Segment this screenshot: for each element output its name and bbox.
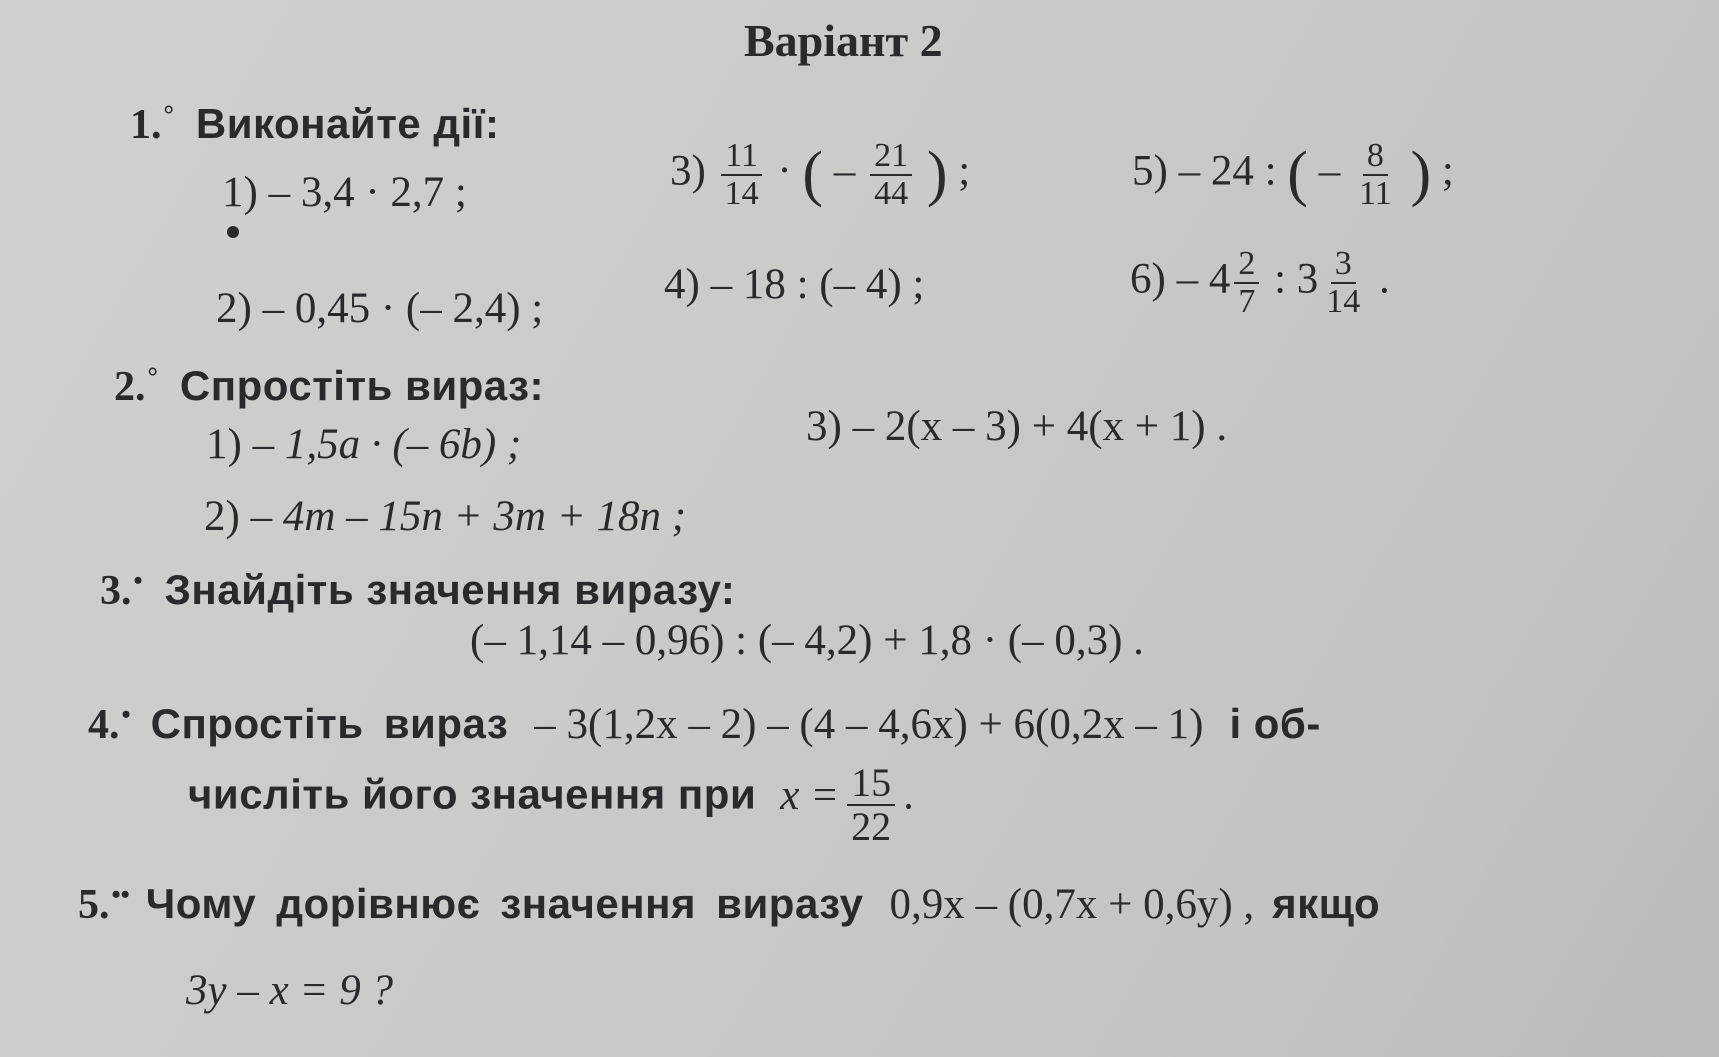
variant-title: Варіант 2: [744, 15, 943, 66]
item-expression: – 4: [1176, 255, 1231, 303]
item-label: 4): [664, 261, 700, 308]
task-4-expression: – 3(1,2x – 2) – (4 – 4,6x) + 6(0,2x – 1): [534, 701, 1204, 748]
task-4-line-1: [88, 700, 1321, 749]
item-expression: – 0,45 · (– 2,4) ;: [262, 285, 544, 332]
left-paren: (: [802, 140, 824, 209]
fraction: $\frac{11}{14}$: [721, 138, 763, 211]
item-label: 6): [1130, 255, 1166, 303]
task-1-number: 1.°: [130, 100, 174, 148]
right-paren: ): [1410, 140, 1432, 209]
left-paren: (: [1287, 140, 1308, 209]
item-expression: – 1,5a · (– 6b) ;: [252, 421, 522, 468]
task-2-item-3: [806, 402, 1227, 451]
task-5-line-1: [78, 880, 1380, 929]
item-label: 2): [216, 285, 252, 332]
fraction: $\frac{15}{22}$: [847, 762, 895, 848]
punctuation: ;: [1441, 147, 1454, 195]
item-expression: – 4m – 15n + 3m + 18n ;: [250, 493, 687, 540]
task-3-expression: (– 1,14 – 0,96) : (– 4,2) + 1,8 · (– 0,3) .: [470, 617, 1144, 664]
task-4-tail: і об-: [1229, 700, 1321, 747]
task-2-number: 2.°: [114, 362, 158, 410]
task-4-variable: x =: [780, 771, 840, 819]
task-3-heading: Знайдіть значення виразу:: [164, 566, 736, 613]
task-2-heading: Спростіть вираз:: [179, 362, 545, 409]
task-1-item-1: [222, 168, 467, 217]
task-1-heading: Виконайте дії:: [195, 100, 500, 147]
punctuation: .: [903, 771, 914, 819]
punctuation: .: [1379, 255, 1390, 303]
task-1-item-2: [216, 284, 543, 333]
task-5-condition: 3y – x = 9 ?: [186, 967, 393, 1014]
task-4-line-2: [188, 762, 914, 848]
item-expression: – 18 : (– 4) ;: [710, 261, 925, 308]
item-label: 3): [670, 147, 706, 195]
fraction: $\frac{21}{44}$: [870, 138, 912, 211]
task-1-item-4: [664, 260, 924, 309]
item-expression: – 3,4 · 2,7 ;: [268, 169, 467, 216]
task-5-number: 5.••: [78, 880, 130, 928]
right-paren: ): [926, 140, 948, 209]
sign: –: [1318, 147, 1341, 195]
item-label: 1): [222, 169, 258, 216]
task-4-text-2: числіть його значення при: [188, 770, 757, 818]
operator: : 3: [1274, 255, 1319, 303]
fraction: $\frac{8}{11}$: [1358, 137, 1392, 212]
punctuation: ;: [958, 147, 971, 195]
item-label: 2): [204, 493, 240, 540]
pen-dot-mark: [227, 226, 239, 238]
item-expression: – 2(x – 3) + 4(x + 1) .: [852, 403, 1228, 450]
task-3-header: [100, 566, 735, 615]
item-label: 1): [206, 421, 242, 468]
task-1-item-5: [1132, 138, 1454, 211]
task-2-item-2: [204, 492, 686, 541]
task-5-expression: 0,9x – (0,7x + 0,6y) ,: [889, 881, 1255, 928]
task-5-tail: якщо: [1272, 880, 1381, 927]
task-2-header: [114, 362, 544, 411]
task-3-number: 3.•: [100, 566, 143, 614]
fraction: $\frac{3}{14}$: [1326, 245, 1361, 320]
fraction: $\frac{2}{7}$: [1234, 246, 1259, 319]
task-5-text: Чому дорівнює значення виразу: [145, 880, 864, 927]
task-1-item-3: [670, 138, 970, 211]
item-label: 5): [1132, 147, 1168, 195]
item-label: 3): [806, 403, 842, 450]
item-expression: – 24 :: [1178, 147, 1277, 195]
task-2-item-1: [206, 420, 521, 469]
sign: –: [833, 147, 856, 195]
task-4-text: Спростіть вираз: [150, 700, 509, 747]
task-4-number: 4.•: [88, 700, 131, 748]
task-1-header: [130, 100, 499, 149]
task-1-item-6: [1130, 246, 1390, 319]
operator: ·: [777, 147, 792, 195]
